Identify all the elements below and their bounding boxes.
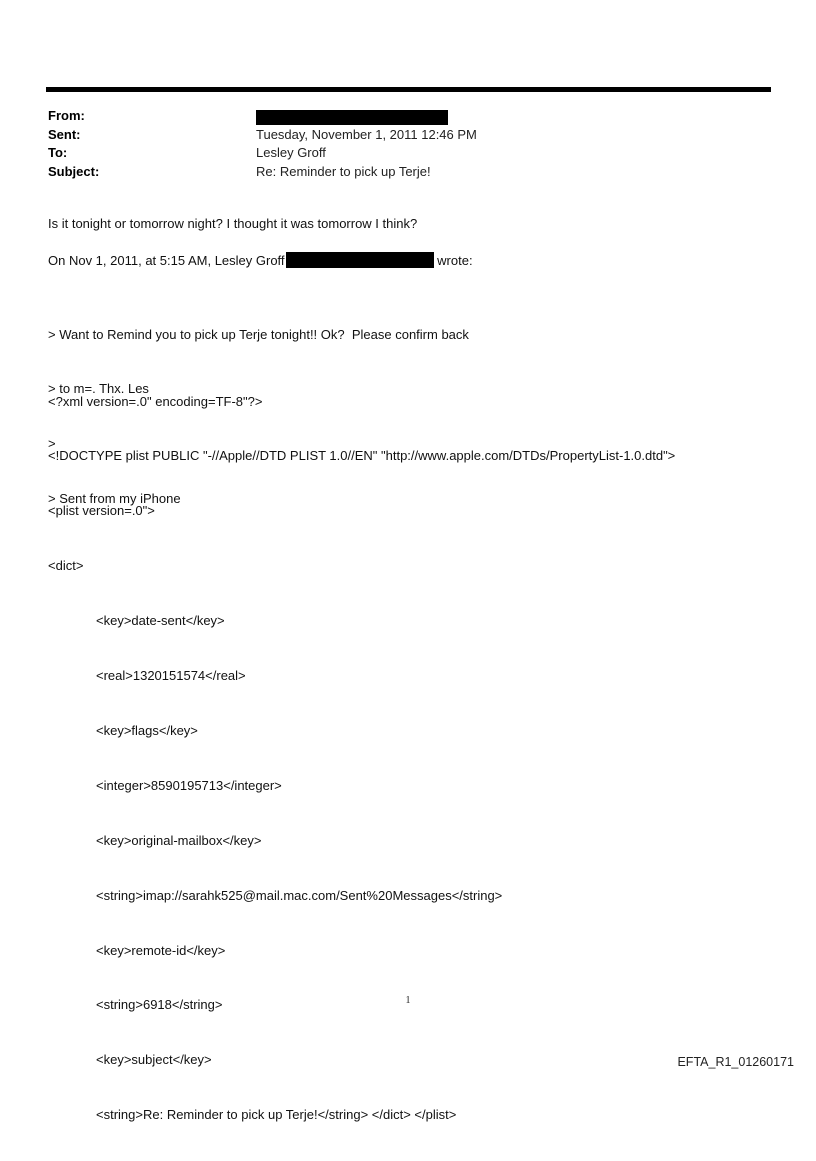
plist-line: <string>Re: Reminder to pick up Terje!</string> </dict> </plist> xyxy=(96,1107,457,1123)
from-row xyxy=(48,107,748,126)
header-divider xyxy=(46,87,771,92)
plist-line: <key>flags</key> xyxy=(96,722,198,738)
from-value xyxy=(256,107,448,126)
document-id: EFTA_R1_01260171 xyxy=(677,1055,794,1069)
plist-line: <real>1320151574</real> xyxy=(96,668,246,684)
to-label: To: xyxy=(48,145,68,160)
plist-line: <key>subject</key> xyxy=(96,1052,212,1068)
redaction-box xyxy=(286,252,434,268)
attribution-prefix: On Nov 1, 2011, at 5:15 AM, Lesley Groff xyxy=(48,253,285,268)
sent-value: Tuesday, November 1, 2011 12:46 PM xyxy=(256,126,477,142)
to-value: Lesley Groff xyxy=(256,145,326,160)
plist-metadata xyxy=(48,356,675,1161)
subject-row xyxy=(48,163,748,182)
plist-line: <plist version=.0"> xyxy=(48,503,155,519)
to-row xyxy=(48,144,748,163)
quoted-line: > to m=. Thx. Les xyxy=(48,381,149,397)
attribution-suffix: wrote: xyxy=(433,253,473,268)
subject-label: Subject: xyxy=(48,163,100,179)
plist-line: <dict> xyxy=(48,558,84,574)
plist-line: <?xml version=.0" encoding=TF-8"?> xyxy=(48,393,263,409)
reply-text: Is it tonight or tomorrow night? I thought it was tomorrow I think? xyxy=(48,216,418,231)
quoted-line: > xyxy=(48,436,56,452)
plist-line: <string>6918</string> xyxy=(96,997,223,1013)
plist-line: <string>imap://sarahk525@mail.mac.com/Sent%20Messages</string> xyxy=(96,887,503,903)
quoted-line: > Sent from my iPhone xyxy=(48,491,181,507)
plist-line: <key>date-sent</key> xyxy=(96,613,225,629)
plist-line: <key>original-mailbox</key> xyxy=(96,832,262,848)
redaction-box xyxy=(256,110,448,125)
sent-row xyxy=(48,126,748,145)
sent-label: Sent: xyxy=(48,126,81,142)
plist-line: <key>remote-id</key> xyxy=(96,942,226,958)
quoted-line: > Want to Remind you to pick up Terje tonight!! Ok? Please confirm back xyxy=(48,326,469,342)
plist-line: <integer>8590195713</integer> xyxy=(96,777,282,793)
page-number: 1 xyxy=(405,995,411,1006)
from-label: From: xyxy=(48,108,85,123)
quote-attribution xyxy=(48,252,473,270)
subject-value: Re: Reminder to pick up Terje! xyxy=(256,163,431,179)
email-header xyxy=(48,107,748,181)
plist-line: <!DOCTYPE plist PUBLIC "-//Apple//DTD PLIST 1.0//EN" "http://www.apple.com/DTDs/PropertyList-1.0.dtd"> xyxy=(48,448,676,464)
